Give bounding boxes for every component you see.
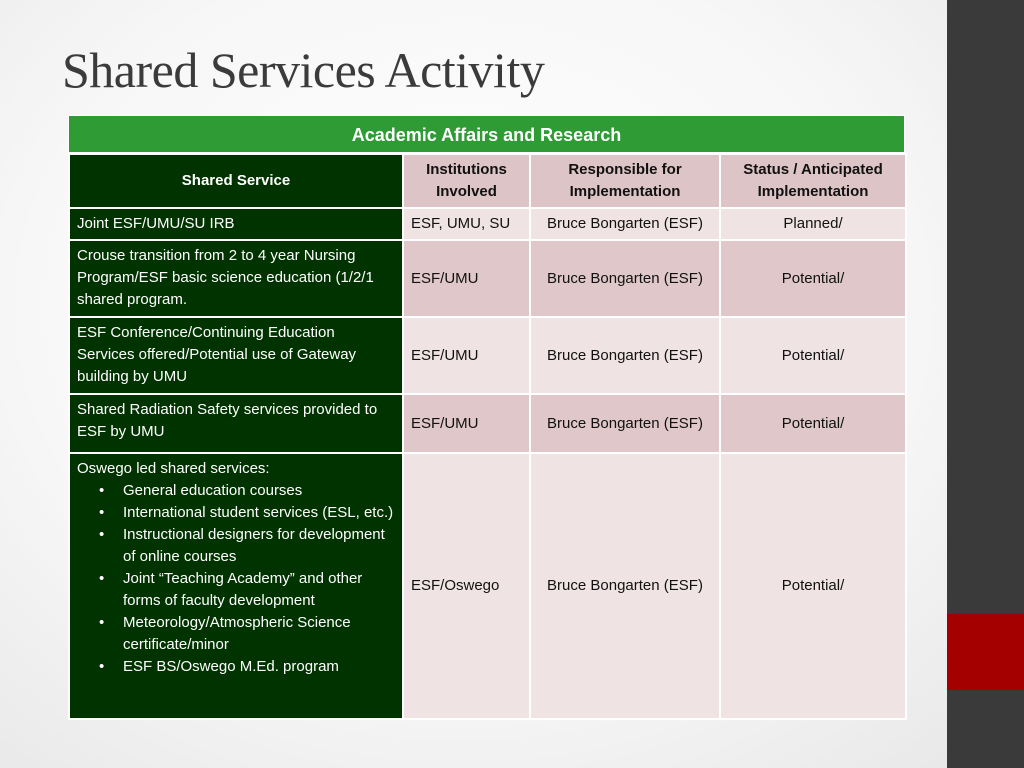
bullet-icon: • (99, 570, 105, 587)
row-service: Crouse transition from 2 to 4 year Nursing Program/ESF basic science education (1/2/1 shared program. (69, 240, 403, 317)
row-institutions: ESF/UMU (403, 394, 530, 453)
row-institutions: ESF, UMU, SU (403, 208, 530, 240)
bullet-icon: • (99, 658, 105, 675)
row-status: Potential/ (720, 453, 906, 719)
row-responsible: Bruce Bongarten (ESF) (530, 394, 720, 453)
bullet-icon: • (99, 504, 105, 521)
row-service: ESF Conference/Continuing Education Services offered/Potential use of Gateway building by UMU (69, 317, 403, 394)
row-status: Planned/ (720, 208, 906, 240)
list-item: • General education courses (123, 480, 395, 502)
header-responsible: Responsible for Implementation (530, 154, 720, 208)
table-row (69, 240, 906, 317)
row-status: Potential/ (720, 317, 906, 394)
row-service: Oswego led shared services: (77, 460, 270, 477)
bullet-icon: • (99, 526, 105, 543)
table-row (69, 394, 906, 453)
row-institutions: ESF/UMU (403, 240, 530, 317)
row-service: Shared Radiation Safety services provided to ESF by UMU (69, 394, 403, 453)
bullet-icon: • (99, 482, 105, 499)
row-responsible: Bruce Bongarten (ESF) (530, 240, 720, 317)
table-row (69, 453, 906, 719)
slide-side-accent (947, 614, 1024, 690)
header-status: Status / Anticipated Implementation (720, 154, 906, 208)
list-item: • Meteorology/Atmospheric Science certificate/minor (99, 614, 351, 653)
list-item: • ESF BS/Oswego M.Ed. program (123, 656, 395, 678)
list-item: • International student services (ESL, etc.) (123, 502, 395, 524)
row-service-list (69, 453, 403, 719)
row-responsible: Bruce Bongarten (ESF) (530, 208, 720, 240)
service-bullet-list (77, 480, 395, 678)
slide-title: Shared Services Activity (62, 42, 545, 98)
row-responsible: Bruce Bongarten (ESF) (530, 317, 720, 394)
services-table (68, 153, 907, 720)
header-institutions: Institutions Involved (403, 154, 530, 208)
header-shared-service: Shared Service (69, 154, 403, 208)
shared-services-table (68, 115, 905, 720)
row-status: Potential/ (720, 394, 906, 453)
list-item: • Instructional designers for development of online courses (99, 526, 385, 565)
row-service: Joint ESF/UMU/SU IRB (69, 208, 403, 240)
table-header-row (69, 154, 906, 208)
table-row (69, 317, 906, 394)
row-institutions: ESF/UMU (403, 317, 530, 394)
bullet-icon: • (99, 614, 105, 631)
list-item: • Joint “Teaching Academy” and other forms of faculty development (99, 570, 363, 609)
row-institutions: ESF/Oswego (403, 453, 530, 719)
table-banner: Academic Affairs and Research (68, 115, 905, 153)
table-row (69, 208, 906, 240)
row-responsible: Bruce Bongarten (ESF) (530, 453, 720, 719)
row-status: Potential/ (720, 240, 906, 317)
